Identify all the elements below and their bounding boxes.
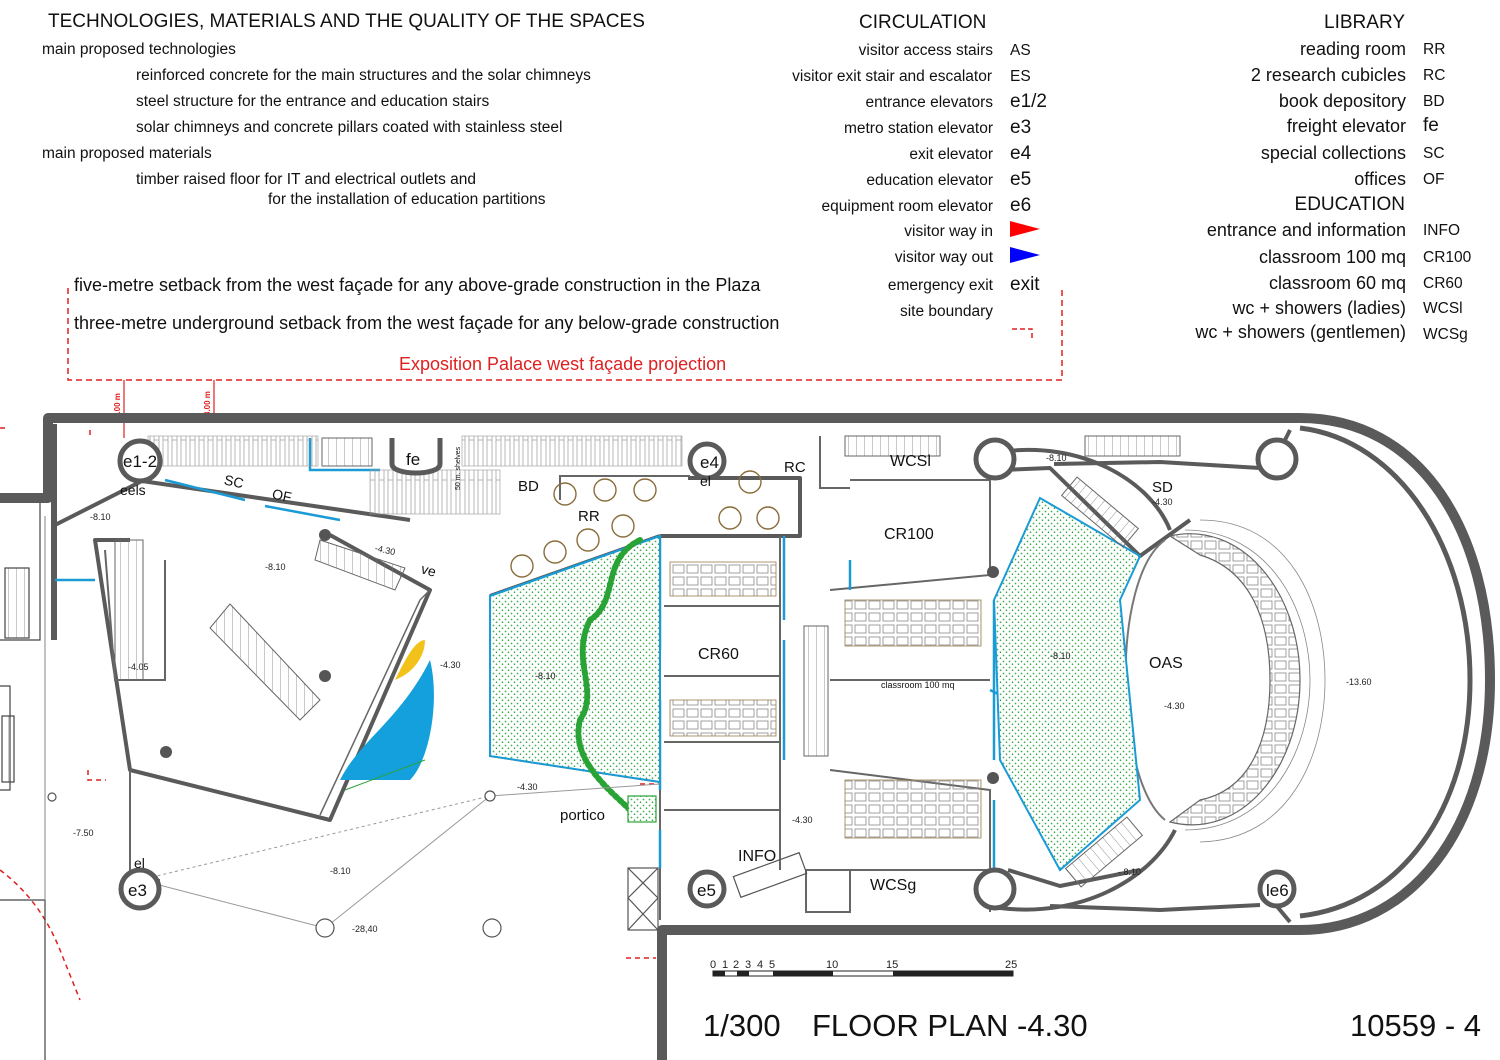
circulation-item-label: exit elevator <box>909 146 993 163</box>
materials-line-1: timber raised floor for IT and electrical outlets and <box>136 171 477 188</box>
circulation-heading: CIRCULATION <box>859 12 987 33</box>
library-item-label: offices <box>1354 169 1406 189</box>
scale-bar-tick: 15 <box>886 959 899 971</box>
circulation-item-label: equipment room elevator <box>821 198 993 215</box>
library-item-code: RC <box>1423 67 1446 84</box>
library-item-code: OF <box>1423 171 1445 188</box>
circulation-item-code: AS <box>1010 42 1031 59</box>
label-e4: e4 <box>700 453 719 472</box>
circulation-item-code: e3 <box>1010 117 1032 138</box>
label-e6: le6 <box>1266 881 1289 900</box>
library-heading: LIBRARY <box>1324 12 1405 33</box>
drawing-title: FLOOR PLAN -4.30 <box>812 1008 1088 1043</box>
level-marker: -4.30 <box>1164 701 1185 711</box>
label-wcsg: WCSg <box>870 877 917 894</box>
setback-note-1: five-metre setback from the west façade for any above-grade construction in the Plaza <box>74 275 761 295</box>
library-item-label: reading room <box>1299 39 1406 59</box>
planted-patio-west <box>490 536 660 782</box>
label-wcsl: WCSl <box>890 453 931 470</box>
visitor-way-in-arrow <box>1010 221 1040 237</box>
library-shelves-1 <box>148 436 318 466</box>
label-e5: e5 <box>697 881 716 900</box>
label-cr60: CR60 <box>698 646 739 663</box>
facade-projection-label: Exposition Palace west façade projection <box>399 354 727 374</box>
label-of: OF <box>270 485 294 506</box>
library-item-label: book depository <box>1278 91 1406 111</box>
education-item-code: CR100 <box>1423 249 1472 266</box>
label-rr: RR <box>578 508 600 525</box>
label-sc: SC <box>222 471 246 492</box>
label-el-top: el <box>700 473 711 489</box>
technology-item: steel structure for the entrance and education stairs <box>136 93 490 110</box>
facade-projection-line <box>68 288 1062 380</box>
circulation-item-label: visitor way out <box>894 249 993 266</box>
education-heading: EDUCATION <box>1294 194 1405 215</box>
circulation-item-label: entrance elevators <box>865 94 993 111</box>
circulation-item-label: emergency exit <box>887 277 993 294</box>
materials-title: main proposed materials <box>42 145 212 162</box>
scale-bar-tick: 1 <box>722 959 729 971</box>
plaza-lines <box>140 784 660 928</box>
technologies-heading: TECHNOLOGIES, MATERIALS AND THE QUALITY OF THE SPACES <box>48 11 645 32</box>
level-marker: -13.60 <box>1346 677 1372 687</box>
scale-bar-tick: 4 <box>757 959 764 971</box>
label-sd: SD <box>1152 479 1173 496</box>
label-cr100: CR100 <box>884 526 934 543</box>
label-bd: BD <box>518 478 539 495</box>
education-item-label: classroom 100 mq <box>1258 247 1406 267</box>
technology-item: solar chimneys and concrete pillars coated with stainless steel <box>136 119 563 136</box>
label-fe: fe <box>406 450 421 469</box>
visitor-way-out-arrow <box>1010 247 1040 263</box>
level-marker: -4.30 <box>1152 497 1173 507</box>
label-e1-2: e1-2 <box>123 452 158 471</box>
level-marker: -8.10 <box>1046 453 1067 463</box>
library-shelves-3 <box>462 436 682 466</box>
level-marker: -8.10 <box>330 866 351 876</box>
scale-bar-tick: 25 <box>1005 959 1018 971</box>
label-info: INFO <box>738 848 777 865</box>
label-el-bottom: el <box>134 855 145 871</box>
education-item-label: classroom 60 mq <box>1268 273 1406 293</box>
library-item-code: RR <box>1423 41 1446 58</box>
label-classroom-100: classroom 100 mq <box>881 680 955 690</box>
level-marker: -8.10 <box>535 671 556 681</box>
library-item-code: BD <box>1423 93 1445 110</box>
setback-dimension-b-label: 3.00 m <box>203 391 212 416</box>
setback-note-2: three-metre underground setback from the west façade for any below-grade construction <box>74 313 780 333</box>
education-item-label: wc + showers (ladies) <box>1232 298 1406 318</box>
library-item-code: fe <box>1423 115 1439 136</box>
site-boundary-symbol <box>1012 329 1032 341</box>
library-item-label: special collections <box>1260 143 1406 163</box>
label-portico: portico <box>560 807 606 824</box>
education-item-label: entrance and information <box>1206 220 1406 240</box>
technology-item: reinforced concrete for the main structures and the solar chimneys <box>136 67 591 84</box>
level-marker: -4.30 <box>517 782 538 792</box>
label-oas: OAS <box>1149 655 1183 672</box>
education-item-code: CR60 <box>1423 275 1463 292</box>
library-shelves-2 <box>370 470 500 514</box>
circulation-item-label: visitor exit stair and escalator <box>792 68 992 85</box>
adjacent-structures <box>0 498 45 1060</box>
circulation-item-code: exit <box>1010 274 1040 295</box>
auditorium-seating <box>1170 534 1300 825</box>
technologies-title: main proposed technologies <box>42 41 236 58</box>
level-marker: -28,40 <box>352 924 378 934</box>
level-marker: -8.10 <box>265 562 286 572</box>
education-item-code: INFO <box>1423 222 1461 239</box>
circulation-item-code: ES <box>1010 68 1031 85</box>
circulation-item-code: e4 <box>1010 143 1032 164</box>
classroom-desks-cr100 <box>845 600 981 838</box>
label-rc: RC <box>784 459 806 476</box>
circulation-item-code: e6 <box>1010 195 1032 216</box>
circulation-item-label: visitor way in <box>904 223 993 240</box>
setback-dimension-a-label: 5.00 m <box>113 393 122 418</box>
label-e3: e3 <box>128 881 147 900</box>
level-marker: -4.30 <box>374 543 397 558</box>
education-item-label: wc + showers (gentlemen) <box>1195 322 1406 342</box>
level-marker: -7.50 <box>73 828 94 838</box>
scale-bar-tick: 2 <box>733 959 740 971</box>
level-marker: -4.30 <box>792 815 813 825</box>
planted-patio-east <box>994 498 1140 870</box>
education-item-code: WCSl <box>1423 300 1463 317</box>
circulation-item-label: site boundary <box>899 303 993 320</box>
scale-ratio: 1/300 <box>703 1008 781 1043</box>
label-eels: eels <box>120 482 146 498</box>
scale-bar-tick: 5 <box>769 959 776 971</box>
library-item-label: 2 research cubicles <box>1250 65 1406 85</box>
education-item-code: WCSg <box>1423 326 1468 343</box>
scale-bar-tick: 3 <box>745 959 752 971</box>
label-ve: ve <box>419 560 438 580</box>
library-item-label: freight elevator <box>1286 116 1406 136</box>
circulation-item-label: metro station elevator <box>843 120 993 137</box>
exit-block <box>628 796 658 930</box>
circulation-item-code: e1/2 <box>1010 91 1047 112</box>
materials-line-2: for the installation of education partitions <box>268 191 546 208</box>
scale-bar-tick: 10 <box>826 959 839 971</box>
level-marker: -8.10 <box>90 512 111 522</box>
level-marker: -4.05 <box>128 662 149 672</box>
library-item-code: SC <box>1423 145 1445 162</box>
drawing-number: 10559 - 4 <box>1350 1008 1481 1043</box>
scale-bar-tick: 0 <box>710 959 717 971</box>
circulation-item-label: visitor access stairs <box>858 42 993 59</box>
circulation-item-code: e5 <box>1010 169 1032 190</box>
scale-bar <box>710 959 1017 976</box>
level-marker: - 8.10 <box>1118 867 1142 877</box>
level-marker: -4.30 <box>440 660 461 670</box>
level-marker: -8.10 <box>1050 651 1071 661</box>
label-shelves: 50 m. shelves <box>455 446 462 490</box>
circulation-item-label: education elevator <box>866 172 993 189</box>
